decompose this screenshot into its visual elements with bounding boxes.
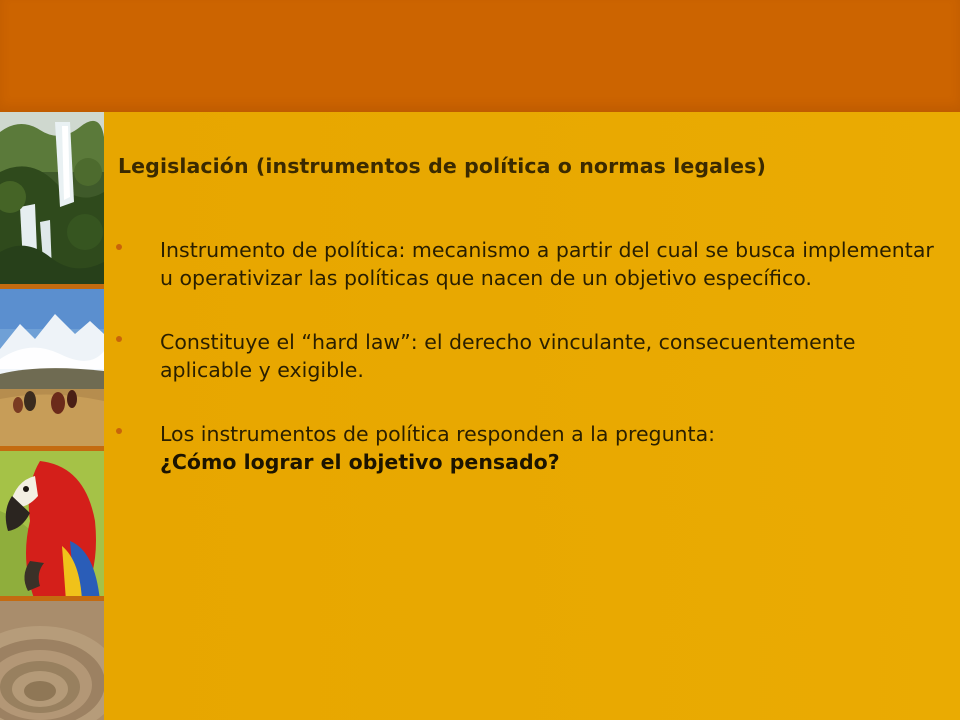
bullet-dot-icon [116,244,122,250]
bullet-text: Constituye el “hard law”: el derecho vinculante, consecuentemente aplicable y exigible. [160,330,856,382]
slide-title: Legislación (instrumentos de política o normas legales) [118,154,766,178]
andes-mountains-photo [0,289,104,451]
moray-terraces-photo [0,601,104,720]
bullet-text: Instrumento de política: mecanismo a partir del cual se busca implementar u operativizar las políticas que nacen de un objetivo específico. [160,238,934,290]
bullet-dot-icon [116,336,122,342]
waterfall-photo [0,112,104,289]
bullet-text: Los instrumentos de política responden a la pregunta: [160,422,716,446]
bullet-emphasis-question: ¿Cómo lograr el objetivo pensado? [160,450,560,474]
bullet-list [116,236,952,512]
bullet-item [116,236,952,292]
bullet-item [116,328,952,384]
header-band [0,0,960,112]
bullet-item [116,420,952,476]
macaw-parrot-photo [0,451,104,601]
photo-strip [0,112,104,720]
bullet-dot-icon [116,428,122,434]
